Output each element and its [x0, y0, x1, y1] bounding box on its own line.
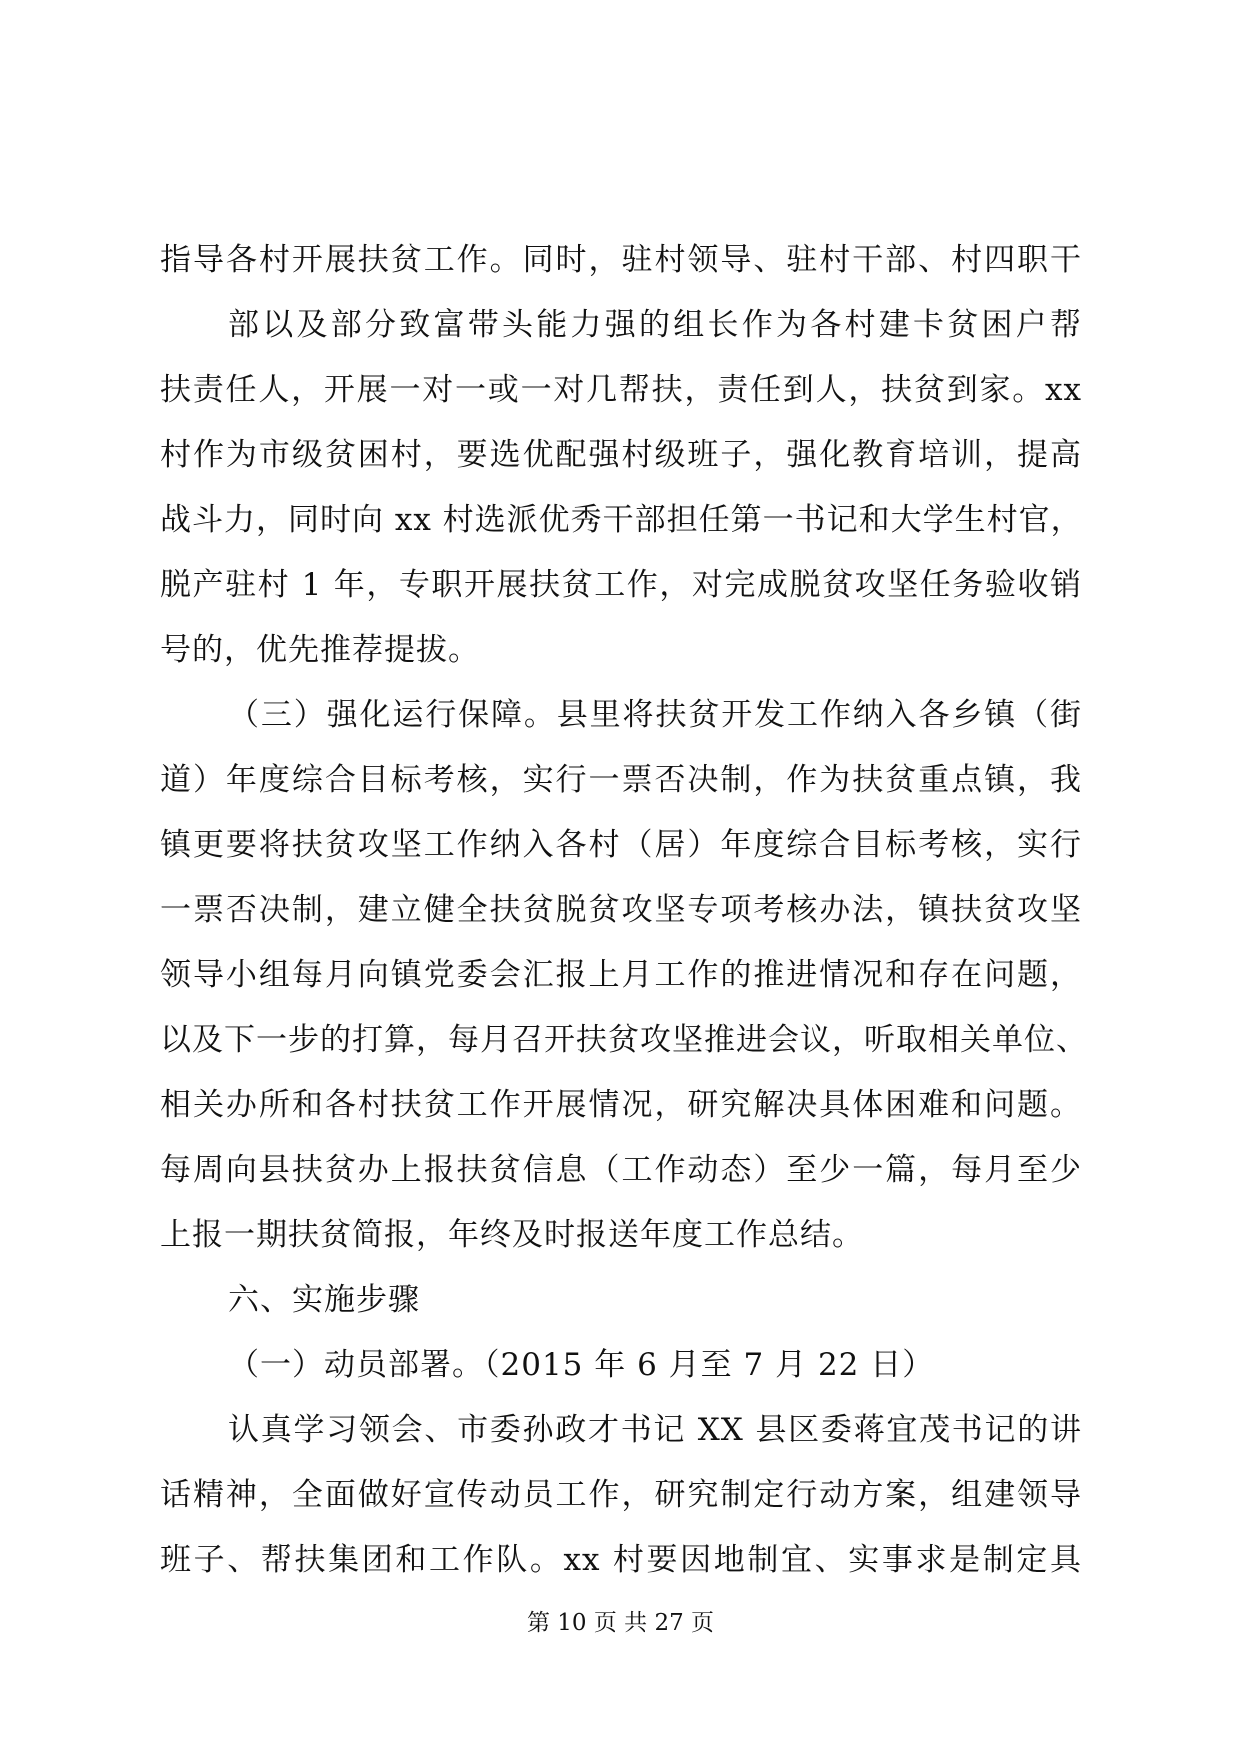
text-line: 上报一期扶贫简报，年终及时报送年度工作总结。 — [160, 1217, 864, 1253]
text-line: 脱产驻村 1 年，专职开展扶贫工作，对完成脱贫攻坚任务验收销 — [160, 567, 1082, 603]
text-line: 镇更要将扶贫攻坚工作纳入各村（居）年度综合目标考核，实行 — [160, 827, 1082, 863]
section-heading-line: （三）强化运行保障。县里将扶贫开发工作纳入各乡镇（街 — [228, 697, 1082, 733]
text-line: 班子、帮扶集团和工作队。xx 村要因地制宜、实事求是制定具 — [160, 1542, 1082, 1578]
text-line: 领导小组每月向镇党委会汇报上月工作的推进情况和存在问题， — [160, 957, 1082, 993]
subsection-heading: （一）动员部署。（2015 年 6 月至 7 月 22 日） — [228, 1347, 935, 1383]
text-line: 一票否决制，建立健全扶贫脱贫攻坚专项考核办法，镇扶贫攻坚 — [160, 892, 1082, 928]
page-number-footer: 第 10 页 共 27 页 — [526, 1610, 715, 1636]
text-line: 话精神，全面做好宣传动员工作，研究制定行动方案，组建领导 — [160, 1477, 1082, 1513]
text-line: 以及下一步的打算，每月召开扶贫攻坚推进会议，听取相关单位、 — [160, 1022, 1088, 1058]
text-line: 扶责任人，开展一对一或一对几帮扶，责任到人，扶贫到家。xx — [160, 372, 1082, 408]
text-line: 道）年度综合目标考核，实行一票否决制，作为扶贫重点镇，我 — [160, 762, 1082, 798]
chapter-heading: 六、实施步骤 — [228, 1282, 420, 1318]
text-line: 每周向县扶贫办上报扶贫信息（工作动态）至少一篇，每月至少 — [160, 1152, 1082, 1188]
text-line: 村作为市级贫困村，要选优配强村级班子，强化教育培训，提高 — [160, 437, 1082, 473]
text-line: 部以及部分致富带头能力强的组长作为各村建卡贫困户帮 — [228, 307, 1082, 343]
text-line: 认真学习领会、市委孙政才书记 XX 县区委蒋宜茂书记的讲 — [228, 1412, 1082, 1448]
text-line: 指导各村开展扶贫工作。同时，驻村领导、驻村干部、村四职干 — [160, 242, 1082, 278]
text-line: 相关办所和各村扶贫工作开展情况，研究解决具体困难和问题。 — [160, 1087, 1082, 1123]
text-line: 战斗力，同时向 xx 村选派优秀干部担任第一书记和大学生村官， — [160, 502, 1083, 538]
document-body — [160, 228, 1088, 1593]
text-line: 号的，优先推荐提拔。 — [160, 632, 480, 668]
